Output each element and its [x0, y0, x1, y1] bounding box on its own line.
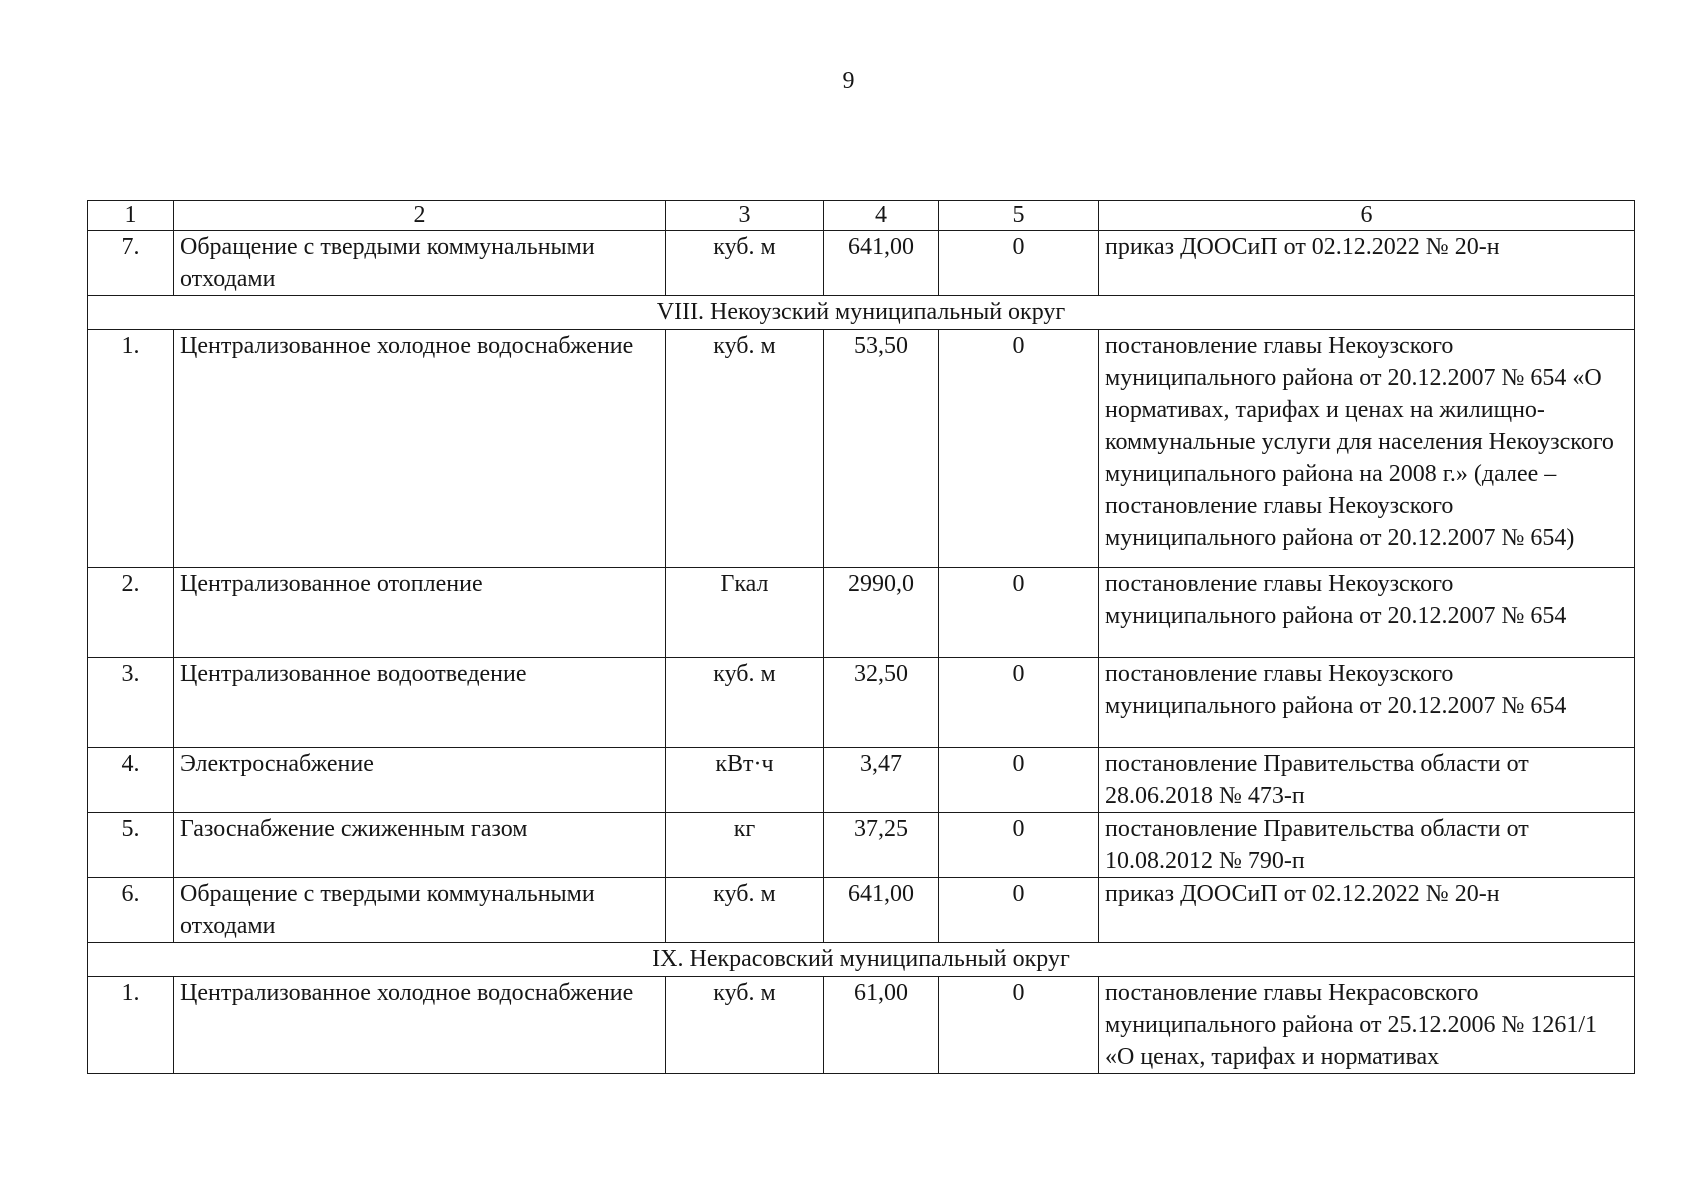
table-row [88, 878, 1635, 943]
unit-cell: куб. м [666, 231, 824, 296]
table-row [88, 658, 1635, 748]
service-name: Электроснабжение [174, 748, 666, 813]
table-row [88, 977, 1635, 1074]
deviation-value: 0 [939, 231, 1099, 296]
unit-cell: кг [666, 813, 824, 878]
legal-document: постановление главы Некрасовского муниципального района от 25.12.2006 № 1261/1 «О ценах, тарифах и нормативах [1099, 977, 1635, 1074]
service-name: Обращение с твердыми коммунальными отходами [174, 878, 666, 943]
section-title: VIII. Некоузский муниципальный округ [88, 296, 1635, 330]
unit-cell: кВт·ч [666, 748, 824, 813]
unit-cell: куб. м [666, 330, 824, 568]
header-cell: 5 [939, 201, 1099, 231]
table-header-row [88, 201, 1635, 231]
deviation-value: 0 [939, 878, 1099, 943]
norm-value: 641,00 [824, 878, 939, 943]
deviation-value: 0 [939, 658, 1099, 748]
header-cell: 6 [1099, 201, 1635, 231]
unit-cell: куб. м [666, 658, 824, 748]
table-row [88, 748, 1635, 813]
norm-value: 641,00 [824, 231, 939, 296]
service-name: Централизованное холодное водоснабжение [174, 330, 666, 568]
service-name: Централизованное отопление [174, 568, 666, 658]
table-row [88, 568, 1635, 658]
norm-value: 37,25 [824, 813, 939, 878]
service-name: Централизованное водоотведение [174, 658, 666, 748]
service-name: Обращение с твердыми коммунальными отходами [174, 231, 666, 296]
header-cell: 2 [174, 201, 666, 231]
norm-value: 61,00 [824, 977, 939, 1074]
legal-document: постановление главы Некоузского муниципального района от 20.12.2007 № 654 «О нормативах, тарифах и ценах на жилищно-коммунальные услуги для населения Некоузского муниципального района на 2008 г.» (далее – постановление главы Некоузского муниципального района от 20.12.2007 № 654) [1099, 330, 1635, 568]
table-row [88, 330, 1635, 568]
section-header-row [88, 296, 1635, 330]
row-number: 6. [88, 878, 174, 943]
norm-value: 53,50 [824, 330, 939, 568]
row-number: 1. [88, 330, 174, 568]
legal-document: постановление главы Некоузского муниципального района от 20.12.2007 № 654 [1099, 658, 1635, 748]
table-row [88, 231, 1635, 296]
deviation-value: 0 [939, 568, 1099, 658]
norm-value: 32,50 [824, 658, 939, 748]
section-title: IX. Некрасовский муниципальный округ [88, 943, 1635, 977]
row-number: 5. [88, 813, 174, 878]
deviation-value: 0 [939, 813, 1099, 878]
row-number: 1. [88, 977, 174, 1074]
deviation-value: 0 [939, 330, 1099, 568]
legal-document: приказ ДООСиП от 02.12.2022 № 20-н [1099, 231, 1635, 296]
legal-document: постановление главы Некоузского муниципального района от 20.12.2007 № 654 [1099, 568, 1635, 658]
service-name: Газоснабжение сжиженным газом [174, 813, 666, 878]
norm-value: 3,47 [824, 748, 939, 813]
unit-cell: Гкал [666, 568, 824, 658]
legal-document: постановление Правительства области от 28.06.2018 № 473-п [1099, 748, 1635, 813]
norm-value: 2990,0 [824, 568, 939, 658]
deviation-value: 0 [939, 977, 1099, 1074]
header-cell: 3 [666, 201, 824, 231]
service-name: Централизованное холодное водоснабжение [174, 977, 666, 1074]
legal-document: приказ ДООСиП от 02.12.2022 № 20-н [1099, 878, 1635, 943]
page-number: 9 [842, 68, 855, 94]
row-number: 3. [88, 658, 174, 748]
header-cell: 4 [824, 201, 939, 231]
unit-cell: куб. м [666, 977, 824, 1074]
unit-cell: куб. м [666, 878, 824, 943]
section-header-row [88, 943, 1635, 977]
row-number: 4. [88, 748, 174, 813]
tariff-table [87, 200, 1635, 1074]
table-row [88, 813, 1635, 878]
row-number: 7. [88, 231, 174, 296]
header-cell: 1 [88, 201, 174, 231]
deviation-value: 0 [939, 748, 1099, 813]
row-number: 2. [88, 568, 174, 658]
legal-document: постановление Правительства области от 10.08.2012 № 790-п [1099, 813, 1635, 878]
